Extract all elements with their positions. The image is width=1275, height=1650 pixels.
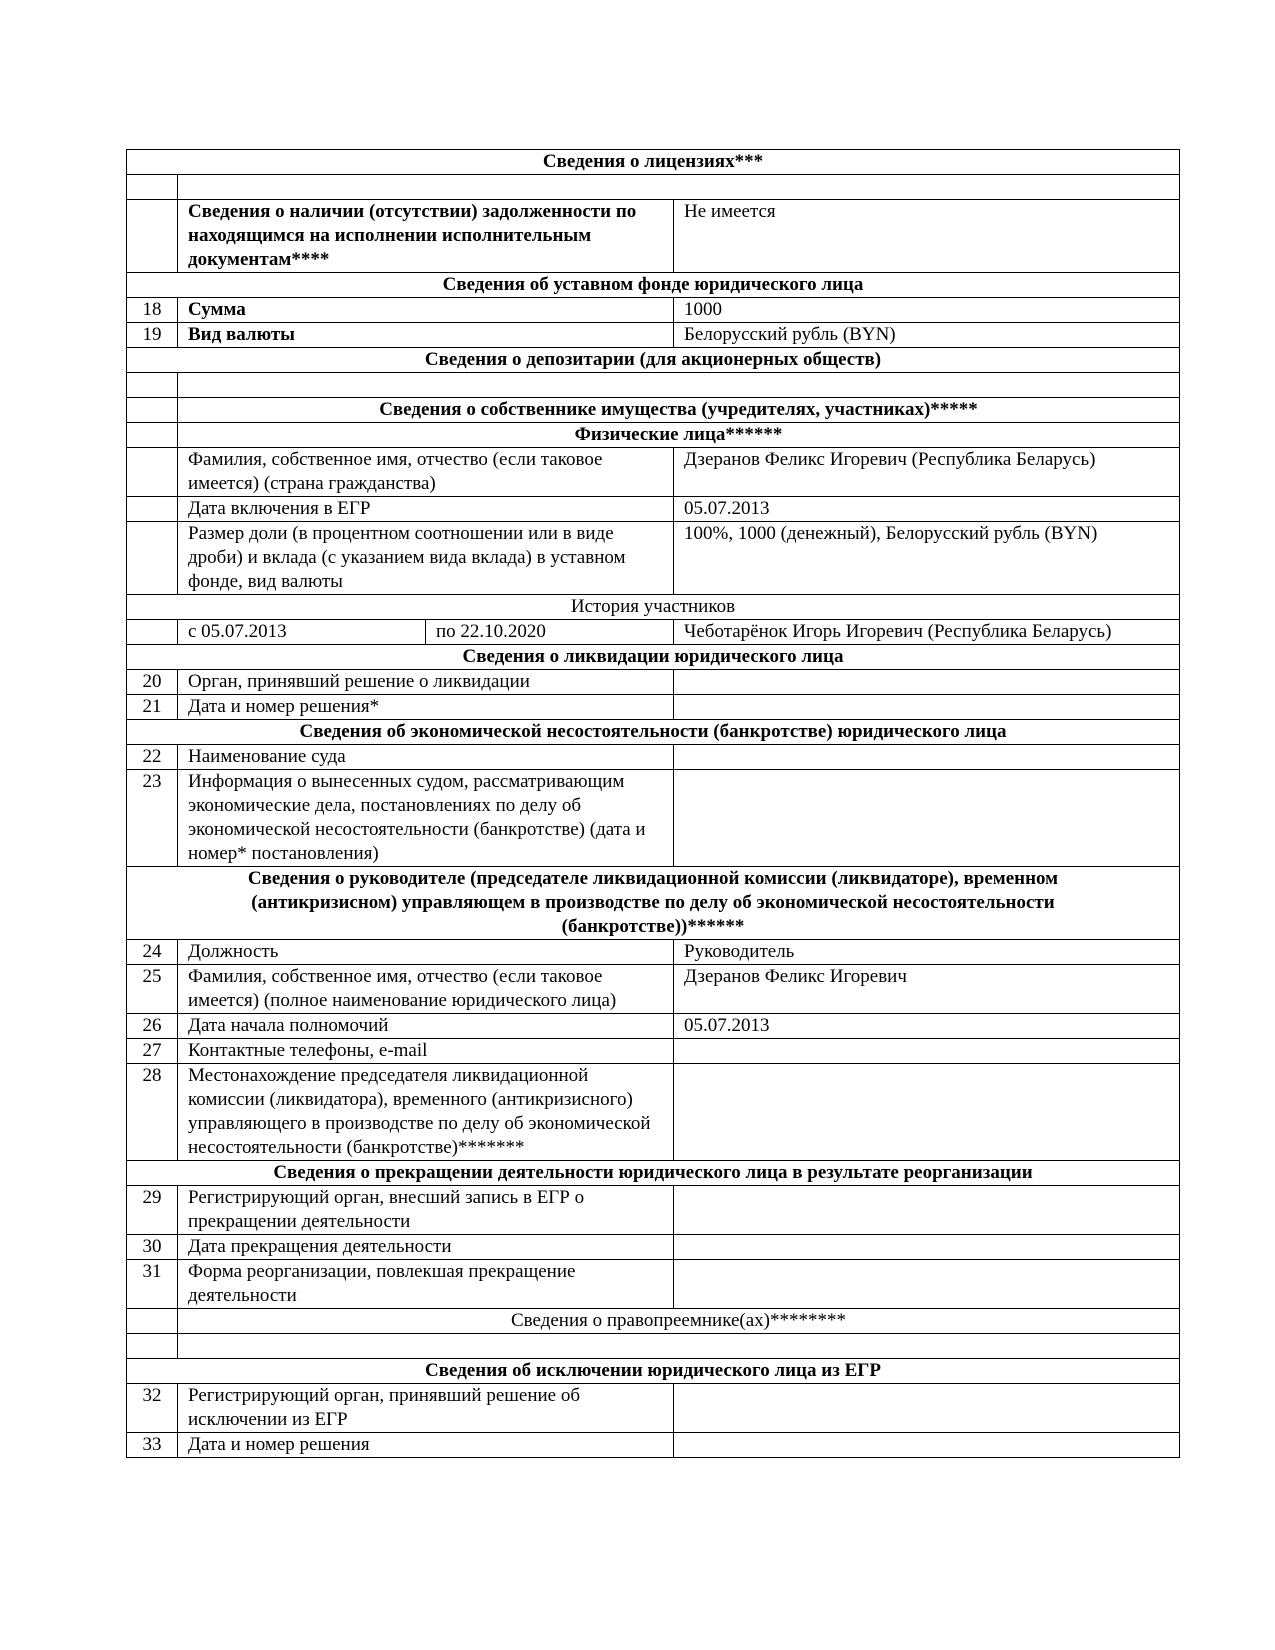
table-row <box>127 200 1180 273</box>
section-title-reorg: Сведения о прекращении деятельности юридического лица в результате реорганизации <box>127 1161 1180 1186</box>
table-row <box>127 1186 1180 1235</box>
table-row <box>127 670 1180 695</box>
table-row <box>127 965 1180 1014</box>
row-value <box>674 1186 1180 1235</box>
row-label: Дата и номер решения* <box>178 695 674 720</box>
table-row <box>127 1235 1180 1260</box>
row-number <box>127 398 178 423</box>
table-row <box>127 522 1180 595</box>
row-number <box>127 620 178 645</box>
table-row <box>127 1064 1180 1161</box>
section-header-row <box>127 1359 1180 1384</box>
row-number: 32 <box>127 1384 178 1433</box>
row-number: 28 <box>127 1064 178 1161</box>
section-title-head: Сведения о руководителе (председателе ликвидационной комиссии (ликвидаторе), временном (антикризисном) управляющем в производстве по делу об экономической несостоятельности (банкротстве))****** <box>127 867 1180 940</box>
row-label: Сумма <box>178 298 674 323</box>
row-value: 05.07.2013 <box>674 497 1180 522</box>
row-value: Руководитель <box>674 940 1180 965</box>
empty-cell <box>178 373 1180 398</box>
row-number <box>127 200 178 273</box>
row-number <box>127 1309 178 1334</box>
row-label: Дата начала полномочий <box>178 1014 674 1039</box>
row-value <box>674 1039 1180 1064</box>
empty-row <box>127 1334 1180 1359</box>
row-label: Местонахождение председателя ликвидационной комиссии (ликвидатора), временного (антикризисного) управляющего в производстве по делу об экономической несостоятельности (банкротстве)******* <box>178 1064 674 1161</box>
row-value <box>674 1260 1180 1309</box>
row-label: Наименование суда <box>178 745 674 770</box>
row-number: 30 <box>127 1235 178 1260</box>
row-number: 19 <box>127 323 178 348</box>
row-number <box>127 448 178 497</box>
row-value: 100%, 1000 (денежный), Белорусский рубль (BYN) <box>674 522 1180 595</box>
row-number: 33 <box>127 1433 178 1458</box>
table-row <box>127 298 1180 323</box>
history-name: Чеботарёнок Игорь Игоревич (Республика Беларусь) <box>674 620 1180 645</box>
row-label: Сведения о наличии (отсутствии) задолженности по находящимся на исполнении исполнительным документам**** <box>178 200 674 273</box>
row-value <box>674 770 1180 867</box>
row-label: Фамилия, собственное имя, отчество (если таковое имеется) (страна гражданства) <box>178 448 674 497</box>
section-title-liquidation: Сведения о ликвидации юридического лица <box>127 645 1180 670</box>
row-number <box>127 175 178 200</box>
subsection-title-individuals: Физические лица****** <box>178 423 1180 448</box>
section-title-depositary: Сведения о депозитарии (для акционерных обществ) <box>127 348 1180 373</box>
row-value <box>674 695 1180 720</box>
row-number: 18 <box>127 298 178 323</box>
row-value: Дзеранов Феликс Игоревич (Республика Беларусь) <box>674 448 1180 497</box>
row-label: Контактные телефоны, e-mail <box>178 1039 674 1064</box>
row-number: 23 <box>127 770 178 867</box>
row-number <box>127 423 178 448</box>
history-row <box>127 620 1180 645</box>
section-title-charter-fund: Сведения об уставном фонде юридического лица <box>127 273 1180 298</box>
row-value: Дзеранов Феликс Игоревич <box>674 965 1180 1014</box>
row-label: Орган, принявший решение о ликвидации <box>178 670 674 695</box>
table-row <box>127 1260 1180 1309</box>
subsection-title-successor: Сведения о правопреемнике(ах)******** <box>178 1309 1180 1334</box>
row-value <box>674 1235 1180 1260</box>
section-header-row <box>127 720 1180 745</box>
section-title-licenses: Сведения о лицензиях*** <box>127 150 1180 175</box>
row-value: 05.07.2013 <box>674 1014 1180 1039</box>
table-row <box>127 323 1180 348</box>
row-number: 26 <box>127 1014 178 1039</box>
section-header-row <box>127 867 1180 940</box>
section-header-row <box>127 645 1180 670</box>
row-number: 22 <box>127 745 178 770</box>
table-row <box>127 770 1180 867</box>
section-header-row <box>127 348 1180 373</box>
row-number: 27 <box>127 1039 178 1064</box>
table-row <box>127 448 1180 497</box>
row-label: Дата прекращения деятельности <box>178 1235 674 1260</box>
section-header-row <box>127 398 1180 423</box>
section-title-owners: Сведения о собственнике имущества (учредителях, участниках)***** <box>178 398 1180 423</box>
section-header-row <box>127 1161 1180 1186</box>
row-value <box>674 1384 1180 1433</box>
section-title-exclusion: Сведения об исключении юридического лица из ЕГР <box>127 1359 1180 1384</box>
row-number: 20 <box>127 670 178 695</box>
empty-cell <box>178 1334 1180 1359</box>
registry-table <box>126 149 1180 1458</box>
row-number: 21 <box>127 695 178 720</box>
row-number: 31 <box>127 1260 178 1309</box>
table-row <box>127 745 1180 770</box>
section-header-row <box>127 595 1180 620</box>
section-header-row <box>127 150 1180 175</box>
table-row <box>127 1039 1180 1064</box>
row-label: Вид валюты <box>178 323 674 348</box>
table-row <box>127 940 1180 965</box>
section-title-participants-history: История участников <box>127 595 1180 620</box>
row-label: Регистрирующий орган, принявший решение об исключении из ЕГР <box>178 1384 674 1433</box>
row-number <box>127 522 178 595</box>
subsection-header-row <box>127 423 1180 448</box>
row-value: Не имеется <box>674 200 1180 273</box>
row-number <box>127 373 178 398</box>
table-row <box>127 695 1180 720</box>
row-value <box>674 1064 1180 1161</box>
row-label: Дата и номер решения <box>178 1433 674 1458</box>
section-header-row <box>127 273 1180 298</box>
row-label: Должность <box>178 940 674 965</box>
row-number <box>127 1334 178 1359</box>
row-number <box>127 497 178 522</box>
row-value: Белорусский рубль (BYN) <box>674 323 1180 348</box>
empty-cell <box>178 175 1180 200</box>
row-label: Информация о вынесенных судом, рассматривающим экономические дела, постановлениях по делу об экономической несостоятельности (банкротстве) (дата и номер* постановления) <box>178 770 674 867</box>
table-row <box>127 1433 1180 1458</box>
row-value <box>674 745 1180 770</box>
row-number: 25 <box>127 965 178 1014</box>
row-value: 1000 <box>674 298 1180 323</box>
empty-row <box>127 175 1180 200</box>
row-value <box>674 1433 1180 1458</box>
history-to: по 22.10.2020 <box>426 620 674 645</box>
row-value <box>674 670 1180 695</box>
table-row <box>127 497 1180 522</box>
table-row <box>127 1014 1180 1039</box>
row-label: Форма реорганизации, повлекшая прекращение деятельности <box>178 1260 674 1309</box>
table-row <box>127 1384 1180 1433</box>
subsection-header-row <box>127 1309 1180 1334</box>
row-number: 24 <box>127 940 178 965</box>
row-label: Дата включения в ЕГР <box>178 497 674 522</box>
row-label: Регистрирующий орган, внесший запись в ЕГР о прекращении деятельности <box>178 1186 674 1235</box>
history-from: с 05.07.2013 <box>178 620 426 645</box>
section-title-bankruptcy: Сведения об экономической несостоятельности (банкротстве) юридического лица <box>127 720 1180 745</box>
row-label: Фамилия, собственное имя, отчество (если таковое имеется) (полное наименование юридического лица) <box>178 965 674 1014</box>
empty-row <box>127 373 1180 398</box>
row-number: 29 <box>127 1186 178 1235</box>
row-label: Размер доли (в процентном соотношении или в виде дроби) и вклада (с указанием вида вклада) в уставном фонде, вид валюты <box>178 522 674 595</box>
